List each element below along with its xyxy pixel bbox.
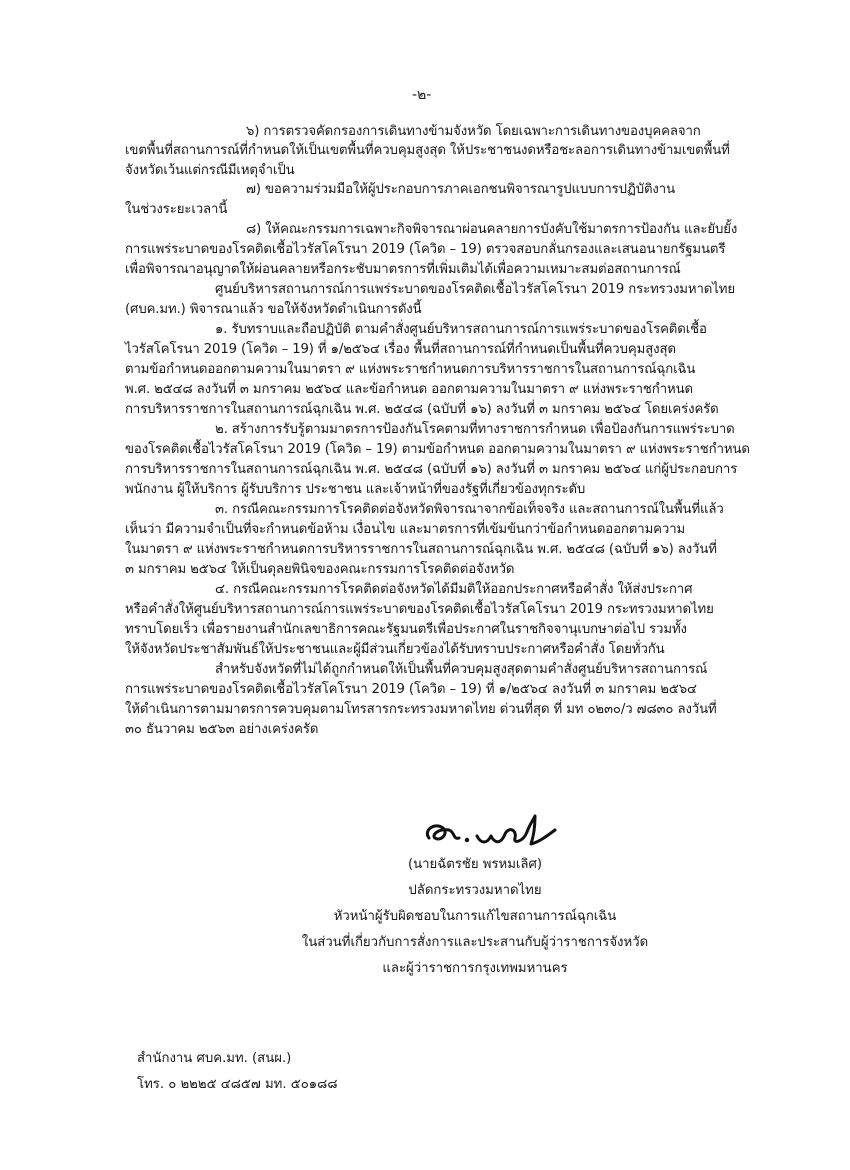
body-line: ให้ดำเนินการตามมาตรการควบคุมตามโทรสารกระทรวงมหาดไทย ด่วนที่สุด ที่ มท ๐๒๓๐/ว ๗๘๓๐ ลงวันที่ <box>125 702 717 717</box>
body-line: ๒. สร้างการรับรู้ตามมาตรการป้องกันโรคตามที่ทางราชการกำหนด เพื่อป้องกันการแพร่ระบาด <box>215 422 735 437</box>
body-line: พนักงาน ผู้ให้บริการ ผู้รับบริการ ประชาชน และเจ้าหน้าที่ของรัฐที่เกี่ยวข้องทุกระดับ <box>125 482 586 497</box>
body-line: ๘) ให้คณะกรรมการเฉพาะกิจพิจารณาผ่อนคลายการบังคับใช้มาตรการป้องกัน และยับยั้ง <box>246 222 738 237</box>
signer-name: (นายฉัตรชัย พรหมเลิศ) <box>407 857 543 872</box>
body-line: ทราบโดยเร็ว เพื่อรายงานสำนักเลขาธิการคณะรัฐมนตรีเพื่อประกาศในราชกิจจานุเบกษาต่อไป รวมทั้ง <box>125 622 687 637</box>
body-line: ให้จังหวัดประชาสัมพันธ์ให้ประชาชนและผู้มีส่วนเกี่ยวข้องได้รับทราบประกาศหรือคำสั่ง โดยทั่วกัน <box>125 642 665 657</box>
page-number: -๒- <box>412 87 432 103</box>
body-line: ตามข้อกำหนดออกตามความในมาตรา ๙ แห่งพระราชกำหนดการบริหารราชการในสถานการณ์ฉุกเฉิน <box>125 362 696 377</box>
body-line: พ.ศ. ๒๕๔๘ ลงวันที่ ๓ มกราคม ๒๕๖๔ และข้อกำหนด ออกตามความในมาตรา ๙ แห่งพระราชกำหนด <box>125 382 693 397</box>
office-phone: โทร. ๐ ๒๒๒๕ ๔๘๕๗ มท. ๕๐๑๘๘ <box>137 1077 338 1092</box>
body-line: ศูนย์บริหารสถานการณ์การแพร่ระบาดของโรคติดเชื้อไวรัสโคโรนา 2019 กระทรวงมหาดไทย <box>215 282 736 297</box>
body-line: ๗) ขอความร่วมมือให้ผู้ประกอบการภาคเอกชนพิจารณารูปแบบการปฏิบัติงาน <box>246 182 675 197</box>
body-line: ในช่วงระยะเวลานี้ <box>125 202 228 217</box>
body-line: การบริหารราชการในสถานการณ์ฉุกเฉิน พ.ศ. ๒๕๔๘ (ฉบับที่ ๑๖) ลงวันที่ ๓ มกราคม ๒๕๖๔ แก่ผู้ประกอบการ <box>125 462 738 477</box>
body-line: การแพร่ระบาดของโรคติดเชื้อไวรัสโคโรนา 2019 (โควิด – 19) ที่ ๑/๒๕๖๔ ลงวันที่ ๓ มกราคม ๒๕๖๔ <box>125 682 697 697</box>
body-line: ของโรคติดเชื้อไวรัสโคโรนา 2019 (โควิด – 19) ตามข้อกำหนด ออกตามความในมาตรา ๙ แห่งพระราชกำหนด <box>125 442 750 457</box>
office-name: สำนักงาน ศบค.มท. (สนผ.) <box>137 1051 292 1066</box>
body-line: ๔. กรณีคณะกรรมการโรคติดต่อจังหวัดได้มีมติให้ออกประกาศหรือคำสั่ง ให้ส่งประกาศ <box>215 582 693 597</box>
signer-role: หัวหน้าผู้รับผิดชอบในการแก้ไขสถานการณ์ฉุกเฉิน <box>333 909 617 924</box>
body-line: ในมาตรา ๙ แห่งพระราชกำหนดการบริหารราชการในสถานการณ์ฉุกเฉิน พ.ศ. ๒๕๔๘ (ฉบับที่ ๑๖) ลงวันที่ <box>125 542 717 557</box>
body-line: ๓ มกราคม ๒๕๖๔ ให้เป็นดุลยพินิจของคณะกรรมการโรคติดต่อจังหวัด <box>125 562 515 577</box>
handwritten-signature <box>415 808 565 858</box>
body-line: ๑. รับทราบและถือปฏิบัติ ตามคำสั่งศูนย์บริหารสถานการณ์การแพร่ระบาดของโรคติดเชื้อ <box>215 322 707 337</box>
body-line: (ศบค.มท.) พิจารณาแล้ว ขอให้จังหวัดดำเนินการดังนี้ <box>125 302 422 317</box>
signer-position: ปลัดกระทรวงมหาดไทย <box>408 883 542 898</box>
body-line: จังหวัดเว้นแต่กรณีมีเหตุจำเป็น <box>125 163 295 178</box>
body-line: เห็นว่า มีความจำเป็นที่จะกำหนดข้อห้าม เงื่อนไข และมาตรการที่เข้มข้นกว่าข้อกำหนดออกตามความ <box>125 522 686 537</box>
signer-role-detail-2: และผู้ว่าราชการกรุงเทพมหานคร <box>382 961 568 976</box>
body-line: การบริหารราชการในสถานการณ์ฉุกเฉิน พ.ศ. ๒๕๔๘ (ฉบับที่ ๑๖) ลงวันที่ ๓ มกราคม ๒๕๖๔ โดยเคร่งครัด <box>125 402 719 417</box>
body-line: สำหรับจังหวัดที่ไม่ได้ถูกกำหนดให้เป็นพื้นที่ควบคุมสูงสุดตามคำสั่งศูนย์บริหารสถานการณ์ <box>215 662 708 677</box>
body-line: ไวรัสโคโรนา 2019 (โควิด – 19) ที่ ๑/๒๕๖๔ เรื่อง พื้นที่สถานการณ์ที่กำหนดเป็นพื้นที่ควบคุมสูงสุด <box>125 342 676 357</box>
body-line: ๖) การตรวจคัดกรองการเดินทางข้ามจังหวัด โดยเฉพาะการเดินทางของบุคคลจาก <box>246 124 701 139</box>
body-line: เพื่อพิจารณาอนุญาตให้ผ่อนคลายหรือกระชับมาตรการที่เพิ่มเติมได้เพื่อความเหมาะสมต่อสถานการณ์ <box>125 262 681 277</box>
body-line: ๓๐ ธันวาคม ๒๕๖๓ อย่างเคร่งครัด <box>125 722 319 737</box>
signer-role-detail: ในส่วนที่เกี่ยวกับการสั่งการและประสานกับผู้ว่าราชการจังหวัด <box>301 935 649 950</box>
body-line: หรือคำสั่งให้ศูนย์บริหารสถานการณ์การแพร่ระบาดของโรคติดเชื้อไวรัสโคโรนา 2019 กระทรวงมหาดไทย <box>125 602 714 617</box>
body-line: การแพร่ระบาดของโรคติดเชื้อไวรัสโคโรนา 2019 (โควิด – 19) ตรวจสอบกลั่นกรองและเสนอนายกรัฐมนตรี <box>125 242 726 257</box>
body-line: เขตพื้นที่สถานการณ์ที่กำหนดให้เป็นเขตพื้นที่ควบคุมสูงสุด ให้ประชาชนงดหรือชะลอการเดินทางข้ามเขตพื้นที่ <box>125 143 730 158</box>
body-line: ๓. กรณีคณะกรรมการโรคติดต่อจังหวัดพิจารณาจากข้อเท็จจริง และสถานการณ์ในพื้นที่แล้ว <box>215 502 724 517</box>
